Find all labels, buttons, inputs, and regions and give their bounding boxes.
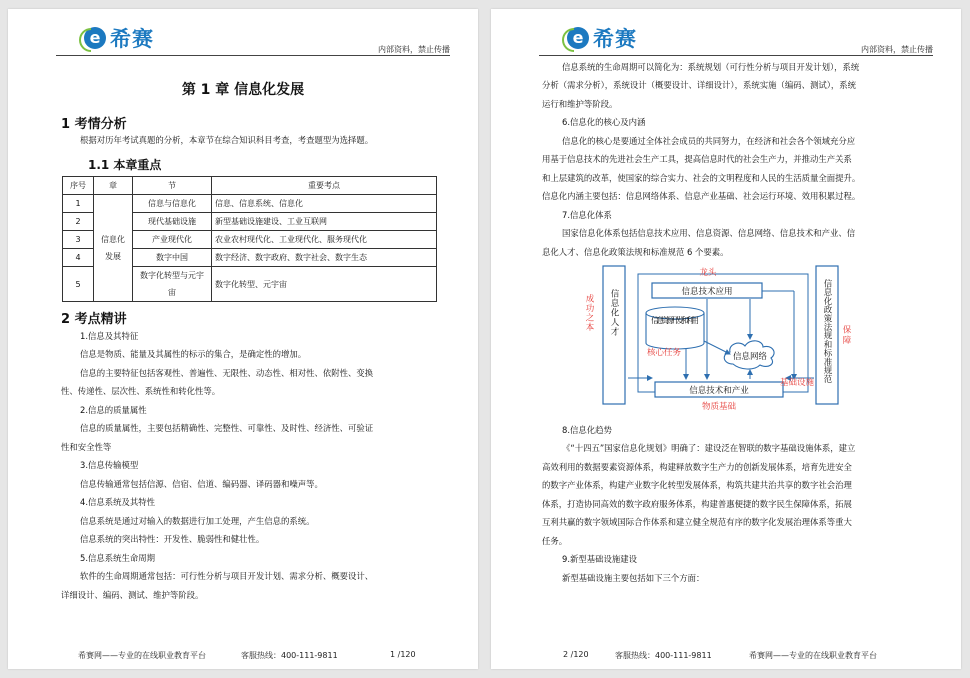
paragraph-line: 信息的质量属性，主要包括精确性、完整性、可靠性、及时性、经济性、可验证	[80, 423, 374, 433]
material-basis-label: 物质基础	[701, 402, 737, 412]
point-heading: 6.信息化的核心及内涵	[562, 117, 646, 127]
infrastructure-label: 基础设施	[779, 378, 815, 388]
leader-label: 龙头	[699, 268, 717, 278]
header-note: 内部资料，禁止传播	[861, 45, 933, 54]
table-header-cell: 章	[94, 177, 133, 195]
talent-label: 信息化人才	[609, 289, 619, 337]
section-cell-text: 数字化转型与元宇宙	[140, 271, 204, 297]
paragraph-line: 信息是物质、能量及其属性的标示的集合，是确定性的增加。	[80, 349, 307, 359]
table-cell: 1	[63, 195, 94, 213]
industry-label: 信息技术和产业	[689, 386, 749, 396]
table-cell: 数字中国	[133, 249, 212, 267]
table-header-cell: 重要考点	[212, 177, 437, 195]
point-heading: 5.信息系统生命周期	[80, 553, 155, 563]
paragraph-line: 运行和维护等阶段。	[542, 99, 618, 109]
table-cell: 2	[63, 213, 94, 231]
document-page-1	[8, 9, 478, 669]
paragraph-line: 息化人才、信息化政策法规和标准规范 6 个要素。	[542, 247, 729, 257]
table-cell: 产业现代化	[133, 231, 212, 249]
table-header-cell: 序号	[63, 177, 94, 195]
table-cell-chapter	[94, 195, 133, 302]
paragraph-line: 信息化的核心是要通过全体社会成员的共同努力，在经济和社会各个领域充分应	[562, 136, 856, 146]
table-cell: 农业农村现代化、工业现代化、服务现代化	[212, 231, 437, 249]
table-cell	[133, 267, 212, 302]
paragraph-line: 用基于信息技术的先进社会生产工具，提高信息时代的社会生产力，并推动生产关系	[542, 154, 852, 164]
arrow	[704, 341, 730, 354]
paragraph-line: 任务。	[542, 536, 568, 546]
point-heading: 4.信息系统及其特性	[80, 497, 155, 507]
app-label: 信息技术应用	[681, 287, 733, 297]
xisai-logo	[567, 23, 637, 53]
logo-mark-icon: e	[84, 27, 106, 49]
paragraph-line: 《“十四五”国家信息化规划》明确了：建设泛在智联的数字基础设施体系，建立	[562, 443, 856, 453]
section-heading: 1 考情分析	[61, 117, 127, 132]
point-heading: 8.信息化趋势	[562, 425, 612, 435]
chapter-title: 第 1 章 信息化发展	[181, 82, 305, 98]
header-divider	[56, 55, 450, 56]
header-note: 内部资料，禁止传播	[378, 45, 450, 54]
paragraph-line: 信息的主要特征包括客观性、普遍性、无限性、动态性、相对性、依附性、变换	[80, 368, 374, 378]
table-cell: 5	[63, 267, 94, 302]
resource-label: 信息资源开发和利用	[651, 316, 699, 325]
footer-platform: 希赛网——专业的在线职业教育平台	[78, 651, 206, 660]
paragraph-line: 信息传输通常包括信源、信宿、信道、编码器、译码器和噪声等。	[80, 479, 323, 489]
footer-page-number: 1 /120	[390, 650, 416, 659]
informatization-system-diagram	[584, 261, 852, 412]
paragraph-line: 互利共赢的数字领域国际合作体系和建立健全规范有序的数字化发展治理体系等重大	[542, 517, 852, 527]
footer-platform: 希赛网——专业的在线职业教育平台	[749, 651, 877, 660]
logo-mark-icon: e	[567, 27, 589, 49]
logo-text: 希赛	[593, 27, 637, 51]
success-basis-label: 成功之本	[584, 294, 594, 332]
paragraph-line: 信息系统的生命周期可以简化为：系统规划（可行性分析与项目开发计划），系统	[562, 62, 860, 72]
paragraph-line: 的数字产业体系，构建产业数字化转型发展体系，构筑共建共治共享的数字社会治理	[542, 480, 852, 490]
logo-text: 希赛	[110, 27, 154, 51]
paragraph-line: 信息系统的突出特性：开发性、脆弱性和健壮性。	[80, 534, 265, 544]
table-row	[63, 195, 437, 213]
paragraph-line: 详细设计、编码、测试、维护等阶段。	[61, 590, 204, 600]
footer-hotline: 客服热线：400-111-9811	[615, 651, 712, 660]
point-heading: 3.信息传输模型	[80, 460, 139, 470]
point-heading: 9.新型基础设施建设	[562, 554, 637, 564]
key-points-table	[62, 176, 437, 302]
table-header-cell: 节	[133, 177, 212, 195]
paragraph-line: 国家信息化体系包括信息技术应用、信息资源、信息网络、信息技术和产业、信	[562, 228, 856, 238]
subsection-heading: 1.1 本章重点	[88, 158, 162, 172]
paragraph-line: 高效利用的数据要素资源体系，构建释放数字生产力的创新发展体系，培育先进安全	[542, 462, 852, 472]
header-divider	[539, 55, 933, 56]
paragraph-line: 体系，打造协同高效的数字政府服务体系，构建普惠便捷的数字民生保障体系，拓展	[542, 499, 852, 509]
table-cell: 新型基础设施建设、工业互联网	[212, 213, 437, 231]
table-cell: 信息、信息系统、信息化	[212, 195, 437, 213]
database-icon	[646, 307, 704, 349]
guarantee-label: 保障	[841, 325, 851, 346]
point-heading: 2.信息的质量属性	[80, 405, 147, 415]
table-cell: 数字经济、数字政府、数字社会、数字生态	[212, 249, 437, 267]
paragraph-line: 信息化内涵主要包括：信息网络体系、信息产业基础、社会运行环境、效用积累过程。	[542, 191, 861, 201]
paragraph: 根据对历年考试真题的分析，本章节在综合知识科目考查，考查题型为选择题。	[80, 135, 374, 145]
section-heading: 2 考点精讲	[61, 312, 127, 327]
chapter-cell-text: 信息化发展	[101, 235, 125, 261]
table-cell: 数字化转型、元宇宙	[212, 267, 437, 302]
table-cell: 3	[63, 231, 94, 249]
footer-hotline: 客服热线：400-111-9811	[241, 651, 338, 660]
footer-page-number: 2 /120	[563, 650, 589, 659]
point-heading: 1.信息及其特征	[80, 331, 139, 341]
network-label: 信息网络	[732, 352, 768, 362]
core-task-label: 核心任务	[646, 348, 682, 358]
table-cell: 4	[63, 249, 94, 267]
xisai-logo	[84, 23, 154, 53]
table-header-row	[63, 177, 437, 195]
paragraph-line: 新型基础设施主要包括如下三个方面：	[562, 573, 705, 583]
paragraph-line: 信息系统是通过对输入的数据进行加工处理，产生信息的系统。	[80, 516, 315, 526]
table-cell: 信息与信息化	[133, 195, 212, 213]
paragraph-line: 分析（需求分析），系统设计（概要设计、详细设计），系统实施（编码、测试），系统	[542, 80, 857, 90]
policy-label: 信息化政策法规和标准规范	[822, 279, 832, 384]
paragraph-line: 性、传递性、层次性、系统性和转化性等。	[61, 386, 221, 396]
table-cell: 现代基础设施	[133, 213, 212, 231]
paragraph-line: 软件的生命周期通常包括：可行性分析与项目开发计划、需求分析、概要设计、	[80, 571, 374, 581]
point-heading: 7.信息化体系	[562, 210, 612, 220]
paragraph-line: 和上层建筑的改革，使国家的综合实力、社会的文明程度和人民的生活质量全面提升。	[542, 173, 861, 183]
document-page-2	[491, 9, 961, 669]
paragraph-line: 性和安全性等	[61, 442, 112, 452]
